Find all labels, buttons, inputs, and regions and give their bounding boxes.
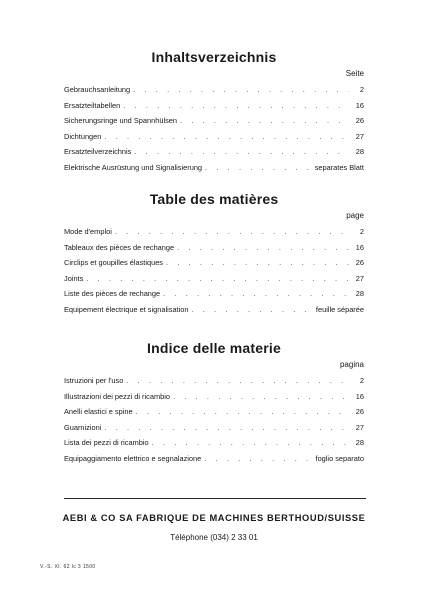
toc-section-italian [64,339,364,467]
entry-page: 28 [355,289,364,299]
dot-leader [104,420,349,436]
entry-label: Equipaggiamento elettrico e segnalazione [64,453,202,463]
entry-label: Dichtungen [64,131,102,141]
dot-leader [134,144,349,160]
section-title: Table des matières [149,191,279,207]
toc-entry [64,240,364,256]
entry-label: Istruzioni per l'uso [64,376,124,385]
entry-label: Joints [64,273,84,283]
dot-leader [86,271,349,287]
dot-leader [104,129,349,145]
entry-page: 2 [359,227,364,236]
entry-page: feuille séparée [315,304,364,314]
toc-entry [64,129,364,145]
entry-label: Anelli elastici e spine [64,407,133,417]
entry-label: Liste des pièces de rechange [64,289,161,299]
dot-leader [163,286,349,302]
entry-page: foglio separato [315,453,364,463]
toc-section-french [64,190,364,318]
entry-label: Ersatzteiltabellen [64,100,121,110]
dot-leader [173,389,349,405]
entry-label: Mode d'emploi [64,227,112,236]
entry-page: 27 [355,131,364,141]
entry-page: 28 [355,438,364,448]
dot-leader [123,98,349,114]
toc-entry [64,160,364,176]
entry-page: 2 [359,85,364,94]
toc-section-german [64,48,364,176]
toc-entry [64,286,364,302]
entry-label: Equipement électrique et signalisation [64,304,189,314]
entry-page: 26 [355,258,364,268]
entry-page: 16 [355,391,364,401]
entry-page: 28 [355,147,364,157]
toc-entry [64,82,364,98]
toc-entry [64,302,364,318]
toc-entry [64,98,364,114]
page-column-header: page [346,211,364,220]
dot-leader [166,255,349,271]
entry-page: 26 [355,116,364,126]
dot-leader [136,404,349,420]
toc-entry [64,113,364,129]
entry-page: 26 [355,407,364,417]
dot-leader [177,240,349,256]
entry-label: Ersatzteilverzeichnis [64,147,132,157]
page-column-header: Seite [345,69,364,78]
toc-entry [64,271,364,287]
toc-entry [64,224,364,240]
section-title: Indice delle materie [147,340,281,356]
entry-label: Sicherungsringe und Spannhülsen [64,116,177,126]
dot-leader [205,160,312,176]
entry-label: Guarnizioni [64,422,102,432]
entry-page: 27 [355,422,364,432]
toc-entry [64,451,364,467]
toc-entry [64,144,364,160]
company-phone: Téléphone (034) 2 33 01 [170,533,258,542]
dot-leader [133,82,349,98]
entry-label: Circlips et goupilles élastiques [64,258,164,268]
dot-leader [204,451,312,467]
entry-label: Lista dei pezzi di ricambio [64,438,149,448]
entry-page: 2 [359,376,364,385]
dot-leader [126,373,349,389]
print-code: V.-S. XI. 62 lc 3 1500 [40,564,96,570]
toc-entry [64,404,364,420]
dot-leader [192,302,313,318]
toc-entry [64,373,364,389]
dot-leader [115,224,349,240]
entry-page: 27 [355,273,364,283]
dot-leader [152,435,349,451]
entry-page: separates Blatt [314,162,364,172]
page-column-header: pagina [339,360,364,369]
section-title: Inhaltsverzeichnis [151,49,277,65]
toc-entry [64,435,364,451]
entry-page: 16 [355,100,364,110]
entry-label: Tableaux des pièces de rechange [64,242,175,252]
footer-divider [64,498,366,499]
toc-entry [64,420,364,436]
entry-page: 16 [355,242,364,252]
company-name: AEBI & CO SA FABRIQUE DE MACHINES BERTHOUD/SUISSE [62,513,366,523]
dot-leader [180,113,349,129]
entry-label: Illustrazioni dei pezzi di ricambio [64,391,170,401]
toc-entry [64,255,364,271]
toc-entry [64,389,364,405]
entry-label: Elektrische Ausrüstung und Signalisierung [64,162,203,172]
entry-label: Gebrauchsanleitung [64,85,131,94]
